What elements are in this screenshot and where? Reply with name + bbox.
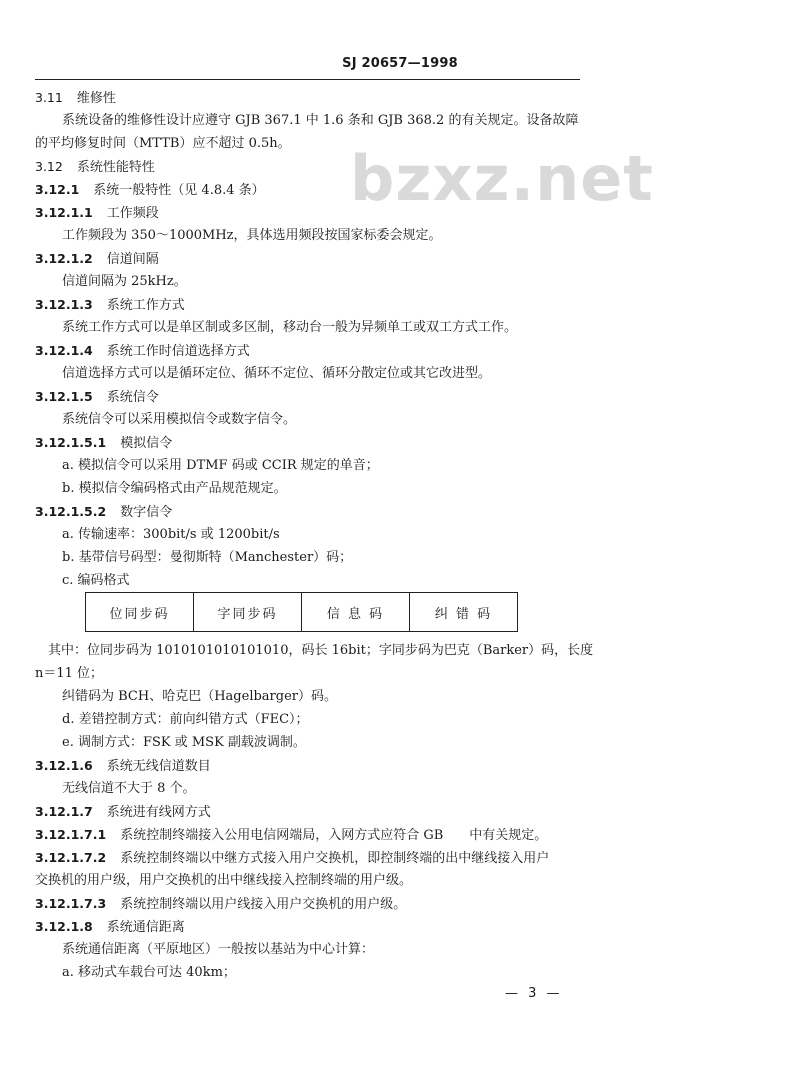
clause-3-12-1-7-1 — [35, 827, 547, 844]
header-rule — [35, 79, 580, 80]
heading-3-12 — [35, 159, 155, 176]
list-item: d. 差错控制方式：前向纠错方式（FEC）； — [62, 712, 309, 727]
clause-number: 3.12.1.5.2 — [35, 504, 107, 519]
watermark: bzxz.net — [350, 142, 654, 215]
list-item: b. 基带信号码型：曼彻斯特（Manchester）码； — [62, 550, 353, 565]
paragraph-line: 无线信道不大于 8 个。 — [62, 781, 196, 796]
table-cell-word-sync: 字同步码 — [194, 593, 302, 632]
clause-number: 3.12.1.5.1 — [35, 435, 107, 450]
heading-3-12-1 — [35, 182, 265, 199]
paragraph-line: 系统工作方式可以是单区制或多区制，移动台一般为异频单工或双工方式工作。 — [62, 320, 518, 335]
clause-number: 3.12.1.1 — [35, 205, 93, 220]
heading-3-11 — [35, 90, 116, 107]
heading-3-12-1-2 — [35, 251, 159, 268]
list-item: a. 传输速率：300bit/s 或 1200bit/s — [62, 527, 280, 542]
table-cell-error-code: 纠 错 码 — [410, 593, 518, 632]
heading-3-12-1-5-1 — [35, 435, 172, 452]
paragraph-line: 工作频段为 350～1000MHz，具体选用频段按国家标委会规定。 — [62, 228, 442, 243]
table-row — [86, 593, 518, 632]
clause-3-12-1-7-2 — [35, 850, 549, 867]
clause-title: 信道间隔 — [106, 252, 159, 267]
clause-title: 系统工作方式 — [106, 298, 185, 313]
clause-title: 工作频段 — [106, 206, 159, 221]
clause-title: 系统进有线网方式 — [106, 805, 211, 820]
clause-title: 系统工作时信道选择方式 — [106, 344, 250, 359]
paragraph-line: 信道选择方式可以是循环定位、循环不定位、循环分散定位或其它改进型。 — [62, 366, 492, 381]
paragraph-line: 系统设备的维修性设计应遵守 GJB 367.1 中 1.6 条和 GJB 368.2 的有关规定。设备故障 — [62, 113, 579, 128]
clause-title: 系统一般特性（见 4.8.4 条） — [93, 183, 265, 198]
heading-3-12-1-3 — [35, 297, 185, 314]
heading-3-12-1-1 — [35, 205, 159, 222]
clause-number: 3.12.1.5 — [35, 389, 93, 404]
list-item: c. 编码格式 — [62, 573, 130, 588]
heading-3-12-1-6 — [35, 758, 211, 775]
paragraph-line: 系统通信距离（平原地区）一般按以基站为中心计算： — [62, 942, 375, 957]
clause-number: 3.12.1.4 — [35, 343, 93, 358]
clause-number: 3.12.1.2 — [35, 251, 93, 266]
clause-number: 3.12.1.7.1 — [35, 827, 107, 842]
clause-number: 3.12.1.3 — [35, 297, 93, 312]
clause-3-12-1-7-3 — [35, 896, 406, 913]
list-item: a. 模拟信令可以采用 DTMF 码或 CCIR 规定的单音； — [62, 458, 379, 473]
paragraph-line: 的平均修复时间（MTTB）应不超过 0.5h。 — [35, 136, 291, 151]
heading-3-12-1-4 — [35, 343, 250, 360]
table-cell-info-code: 信 息 码 — [302, 593, 410, 632]
page-number: — 3 — — [505, 986, 563, 1001]
clause-title: 维修性 — [76, 91, 116, 106]
paragraph-line: 交换机的用户级，用户交换机的出中继线接入控制终端的用户级。 — [35, 873, 413, 888]
clause-title: 系统信令 — [106, 390, 159, 405]
paragraph-line: n＝11 位； — [35, 666, 104, 681]
list-item: e. 调制方式：FSK 或 MSK 副载波调制。 — [62, 735, 306, 750]
list-item: b. 模拟信令编码格式由产品规范规定。 — [62, 481, 287, 496]
clause-title: 系统通信距离 — [106, 920, 185, 935]
clause-title: 数字信令 — [120, 505, 173, 520]
list-item: a. 移动式车载台可达 40km； — [62, 965, 236, 980]
clause-text: 系统控制终端以中继方式接入用户交换机，即控制终端的出中继线接入用户 — [120, 851, 550, 866]
clause-number: 3.12.1.7 — [35, 804, 93, 819]
clause-text: 系统控制终端以用户线接入用户交换机的用户级。 — [120, 897, 407, 912]
heading-3-12-1-5 — [35, 389, 159, 406]
paragraph-line: 其中：位同步码为 1010101010101010，码长 16bit；字同步码为巴克（Barker）码，长度 — [48, 643, 594, 658]
heading-3-12-1-5-2 — [35, 504, 172, 521]
clause-number: 3.12 — [35, 159, 63, 174]
paragraph-line: 信道间隔为 25kHz。 — [62, 274, 187, 289]
clause-title: 模拟信令 — [120, 436, 173, 451]
clause-number: 3.12.1.7.2 — [35, 850, 107, 865]
table-cell-bit-sync: 位同步码 — [86, 593, 194, 632]
clause-title: 系统性能特性 — [76, 160, 155, 175]
clause-number: 3.11 — [35, 90, 63, 105]
paragraph-line: 纠错码为 BCH、哈克巴（Hagelbarger）码。 — [62, 689, 337, 704]
heading-3-12-1-7 — [35, 804, 211, 821]
standard-header: SJ 20657—1998 — [342, 56, 458, 71]
clause-number: 3.12.1.6 — [35, 758, 93, 773]
clause-number: 3.12.1 — [35, 182, 80, 197]
clause-number: 3.12.1.8 — [35, 919, 93, 934]
paragraph-line: 系统信令可以采用模拟信令或数字信令。 — [62, 412, 297, 427]
clause-text: 系统控制终端接入公用电信网端局，入网方式应符合 GB 中有关规定。 — [120, 828, 548, 843]
clause-title: 系统无线信道数目 — [106, 759, 211, 774]
clause-number: 3.12.1.7.3 — [35, 896, 107, 911]
heading-3-12-1-8 — [35, 919, 185, 936]
encoding-format-table — [85, 592, 518, 632]
